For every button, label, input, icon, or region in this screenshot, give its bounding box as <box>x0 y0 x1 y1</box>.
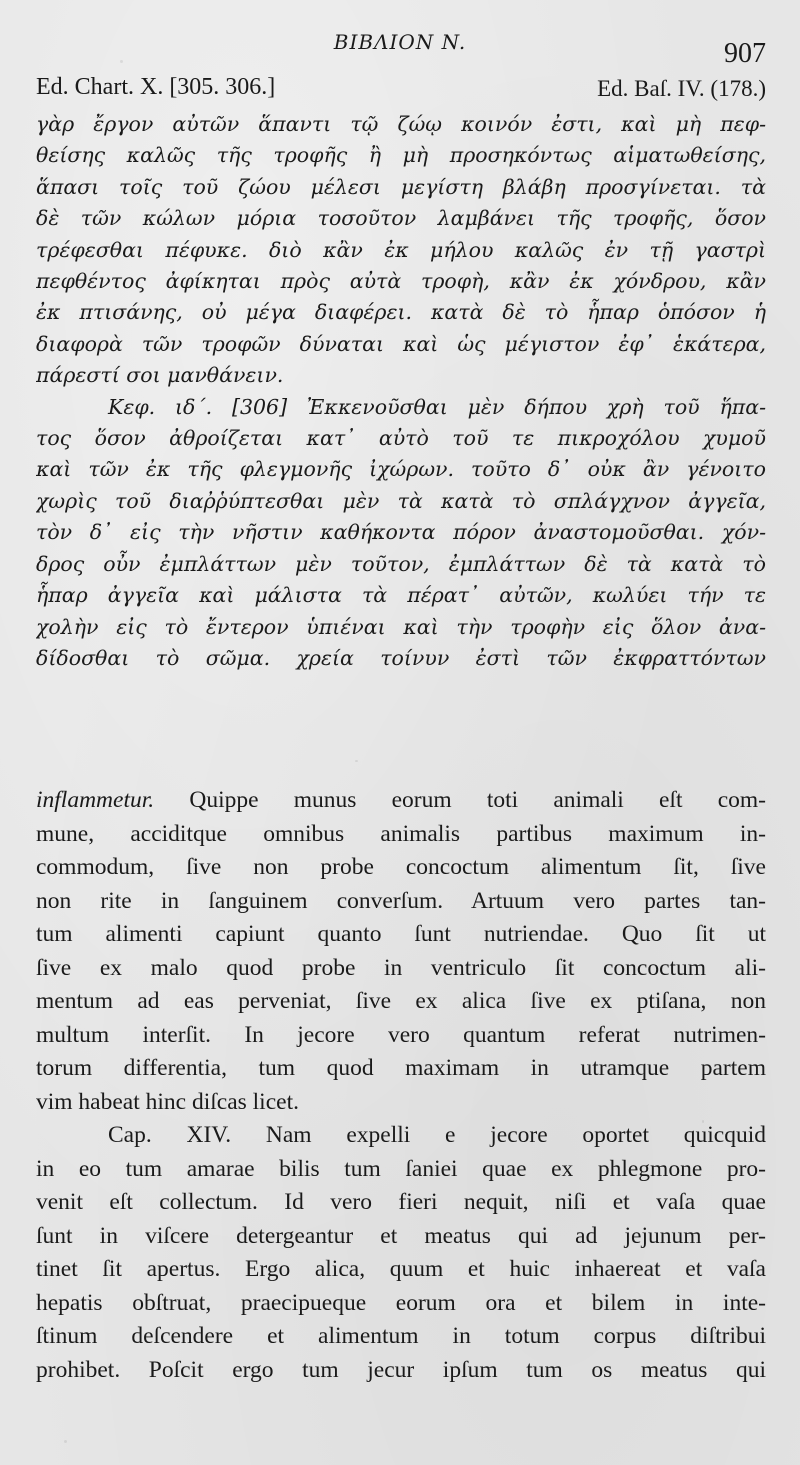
greek-line: χολὴν εἰς τὸ ἔντερον ὑπιέναι καὶ τὴν τροφὴν εἰς ὅλον ἀνα- <box>36 614 766 639</box>
running-title: BIBΛIΟΝ N. <box>333 30 467 54</box>
greek-text-block <box>36 109 766 674</box>
greek-line: δίδοσθαι τὸ σῶμα. χρεία τοίνυν ἐστὶ τῶν ἐκφραττόντων <box>36 645 766 670</box>
latin-line: ſtinum deſcendere et alimentum in totum corpus diſtribui <box>36 1323 766 1349</box>
latin-line: venit eſt collectum. Id vero fieri nequit, niſi et vaſa quae <box>36 1189 766 1215</box>
latin-text-block <box>36 784 766 1387</box>
latin-line: hepatis obſtruat, praecipueque eorum ora et bilem in inte- <box>36 1289 766 1316</box>
greek-line: πεφθέντος ἀφίκηται πρὸς αὐτὰ τροφὴ, κἂν ἐκ χόνδρου, κἂν <box>36 269 766 294</box>
latin-line: tinet ſit apertus. Ergo alica, quum et huic inhaereat et vaſa <box>36 1256 766 1282</box>
greek-line: γὰρ ἔργον αὐτῶν ἅπαντι τῷ ζώῳ κοινόν ἐστι, καὶ μὴ πεφ- <box>36 112 766 136</box>
latin-line: in eo tum amarae bilis tum ſaniei quae ex phlegmone pro- <box>36 1155 766 1182</box>
latin-line: commodum, ſive non probe concoctum alimentum ſit, ſive <box>36 854 766 880</box>
latin-chapter-heading-line: Cap. XIV. Nam expelli e jecore oportet quicquid <box>108 1122 766 1148</box>
latin-first-line <box>36 784 766 818</box>
latin-line: ſunt in viſcere detergeantur et meatus qui ad jejunum per- <box>36 1222 766 1249</box>
latin-line: mentum ad eas perveniat, ſive ex alica ſive ex ptiſana, non <box>36 988 766 1014</box>
latin-line: tum alimenti capiunt quanto ſunt nutriendae. Quo ſit ut <box>36 921 766 947</box>
greek-line: πάρεστί σοι μανθάνειν. <box>36 363 284 388</box>
latin-line: torum differentia, tum quod maximam in utramque partem <box>36 1055 766 1081</box>
greek-line: τος ὅσον ἀθροίζεται κατ᾽ αὐτὸ τοῦ τε πικροχόλου χυμοῦ <box>36 426 766 451</box>
latin-line: multum interſit. In jecore vero quantum referat nutrimen- <box>36 1021 766 1048</box>
latin-first-word: inflammetur. <box>36 787 155 813</box>
latin-line: prohibet. Poſcit ergo tum jecur ipſum tum os meatus qui <box>36 1356 766 1383</box>
greek-line: τὸν δ᾽ εἰς τὴν νῆστιν καθήκοντα πόρον ἀναστομοῦσθαι. χόν- <box>36 520 766 545</box>
paper-speck <box>64 1440 67 1443</box>
greek-line: δρος οὖν ἐμπλάττων μὲν τοῦτον, ἐμπλάττων δὲ τὰ κατὰ τὸ <box>36 551 766 576</box>
paper-speck <box>702 1120 704 1123</box>
edition-reference-left: Ed. Chart. X. [305. 306.] <box>36 74 276 100</box>
latin-first-line-rest: Quippe munus eorum toti animali eſt com- <box>189 787 766 813</box>
greek-chapter-heading-line: Κεφ. ιδ΄. [306] Ἐκκενοῦσθαι μὲν δήπου χρὴ τοῦ ἥπα- <box>108 394 766 419</box>
page-number: 907 <box>724 38 766 69</box>
latin-line: ſive ex malo quod probe in ventriculo ſit concoctum ali- <box>36 954 766 981</box>
paper-speck <box>612 402 614 404</box>
greek-line: τρέφεσθαι πέφυκε. διὸ κἂν ἐκ μήλου καλῶς ἐν τῇ γαστρὶ <box>36 237 766 262</box>
latin-line: vim habeat hinc diſcas licet. <box>36 1088 299 1115</box>
greek-line: δὲ τῶν κώλων μόρια τοσοῦτον λαμβάνει τῆς τροφῆς, ὅσον <box>36 206 766 231</box>
greek-line: καὶ τῶν ἐκ τῆς φλεγμονῆς ἰχώρων. τοῦτο δ᾽ οὐκ ἂν γένοιτο <box>36 457 766 482</box>
greek-line: διαφορὰ τῶν τροφῶν δύναται καὶ ὡς μέγιστον ἐφ᾽ ἑκάτερα, <box>36 331 766 356</box>
paper-speck <box>120 60 123 63</box>
greek-line: ἐκ πτισάνης, οὐ μέγα διαφέρει. κατὰ δὲ τὸ ἧπαρ ὁπόσον ἡ <box>36 300 766 325</box>
edition-reference-right: Ed. Baſ. IV. (178.) <box>597 76 766 101</box>
greek-line: ἅπασι τοῖς τοῦ ζώου μέλεσι μεγίστη βλάβη προσγίνεται. τὰ <box>36 174 766 199</box>
latin-line: mune, acciditque omnibus animalis partibus maximum in- <box>36 820 766 847</box>
latin-line: non rite in ſanguinem converſum. Artuum vero partes tan- <box>36 887 766 914</box>
greek-line: χωρὶς τοῦ διαῤῥύπτεσθαι μὲν τὰ κατὰ τὸ σπλάγχνον ἀγγεῖα, <box>36 488 766 513</box>
greek-line: ἧπαρ ἀγγεῖα καὶ μάλιστα τὰ πέρατ᾽ αὐτῶν, κωλύει τήν τε <box>36 583 766 608</box>
greek-line: θείσης καλῶς τῆς τροφῆς ἢ μὴ προσηκόντως αἱματωθείσης, <box>36 143 766 168</box>
paper-speck <box>355 760 358 762</box>
